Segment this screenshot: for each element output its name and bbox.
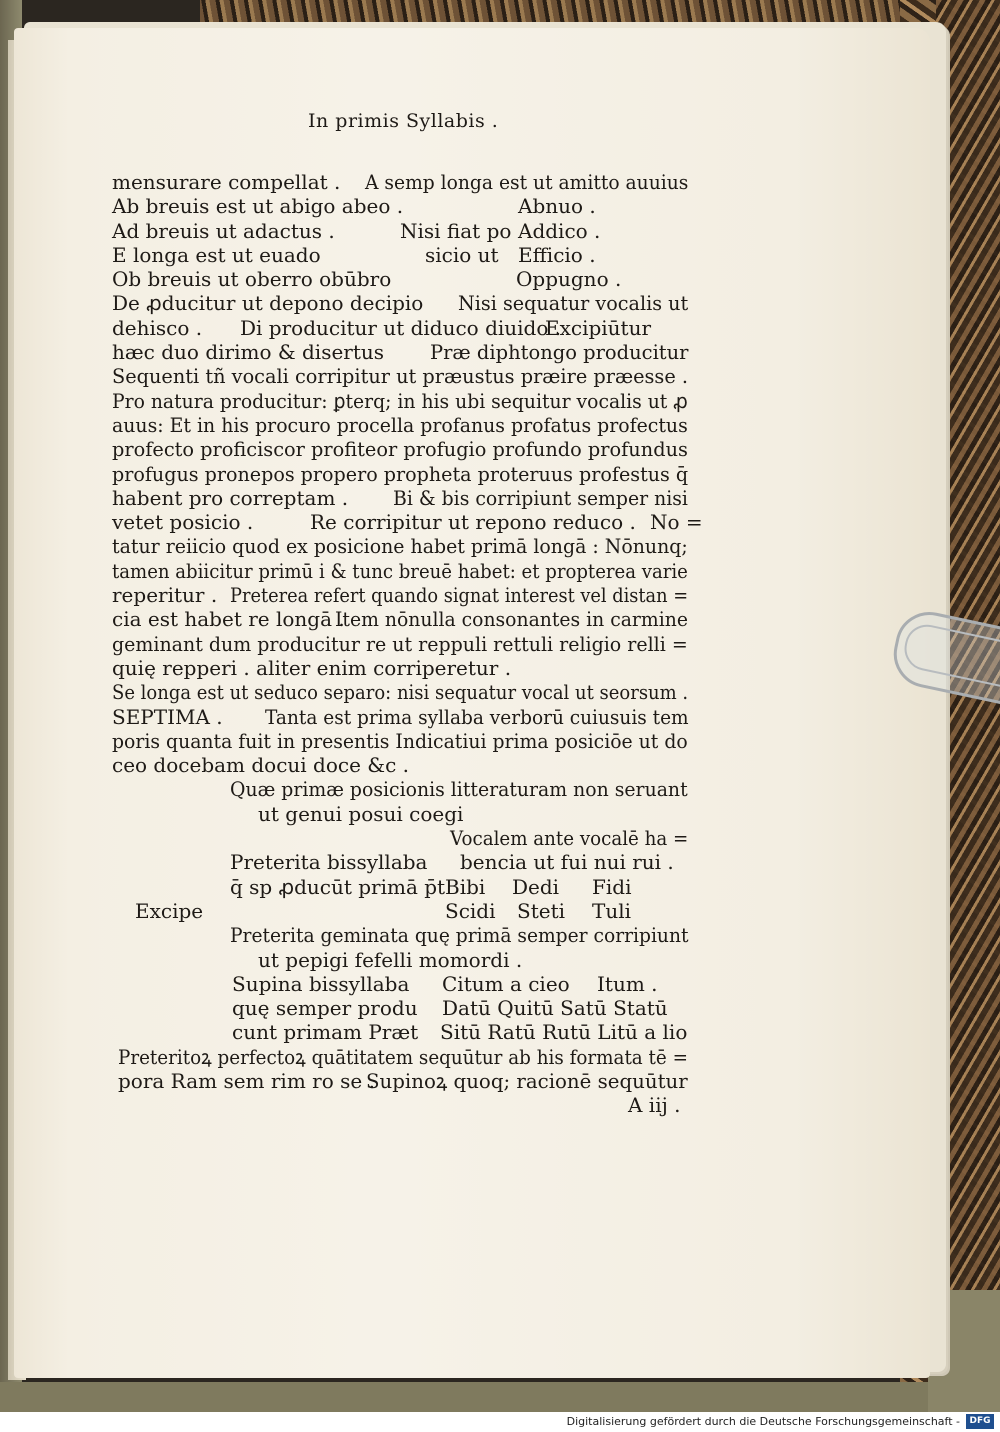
text-line [0,389,900,413]
text-line [0,316,900,340]
text-segment: mensurare compellat . [112,170,341,194]
text-segment: poris quanta fuit in presentis Indicatiui prima posiciōe ut do [112,728,688,753]
text-segment: Fidi [592,874,632,899]
text-segment: profecto proficiscor profiteor profugio profundo profundus [112,437,688,462]
text-segment: hæc duo dirimo & disertus [112,340,385,365]
text-line [0,753,900,777]
text-segment: Itum . [597,971,658,996]
text-segment: E longa est ut euado [112,242,321,267]
text-line [0,948,900,972]
text-line [0,875,900,899]
text-segment: Ab breuis est ut abigo abeo . [112,194,404,219]
text-segment: Steti [517,898,566,923]
text-segment: profugus pronepos propero propheta proteruus profestus q̄ [112,461,689,486]
page-body-text [0,170,900,1118]
text-segment: Abnuo . [518,194,596,219]
text-line [0,243,900,267]
text-segment: Præ diphtongo producitur [430,340,689,365]
text-segment: Ad breuis ut adactus . [112,218,335,243]
text-segment: Di producitur ut diduco diuido . [240,315,562,340]
text-segment: Nisi sequatur vocalis ut [458,291,689,316]
text-segment: Preterea refert quando signat interest vel distan = [230,583,689,608]
text-segment: Sequenti tñ vocali corripitur ut præustus præire præesse . [112,364,689,389]
text-segment: Scidi [445,898,496,923]
text-segment: tamen abiicitur primū i & tunc breuē habet: et propterea varie [112,558,688,583]
text-line [0,170,900,194]
text-segment: reperitur . [112,583,218,608]
text-segment: auus: Et in his procuro procella profanus profatus profectus [112,412,688,437]
text-segment: Bibi [445,874,486,899]
text-segment: Re corripitur ut repono reduco . [310,510,636,535]
text-line [0,486,900,510]
text-line [0,1045,900,1069]
text-segment: Addico . [518,218,601,243]
text-line [0,1093,900,1117]
text-segment: quię repperi . aliter enim corriperetur . [112,655,512,680]
text-segment: q̄ sp ꝓducūt primā p̄t [230,874,446,899]
text-segment: geminant dum producitur re ut reppuli rettuli religio relli = [112,631,688,656]
text-line [0,340,900,364]
text-segment: cunt primam Præt [232,1020,419,1045]
text-segment: sicio ut [425,242,499,267]
text-segment: Supinoꝝ quoq; racionē sequūtur [366,1068,688,1093]
text-line [0,680,900,704]
text-line [0,510,900,534]
text-segment: Ob breuis ut oberro obūbro [112,267,392,292]
text-segment: No = [650,510,703,535]
text-segment: SEPTIMA . [112,704,223,729]
text-line [0,413,900,437]
text-segment: Quæ primæ posicionis litteraturam non seruant [230,777,688,802]
text-line [0,923,900,947]
text-line [0,462,900,486]
text-line [0,802,900,826]
text-line [0,850,900,874]
text-line [0,583,900,607]
footer-credit: Digitalisierung gefördert durch die Deutsche Forschungsgemeinschaft - [566,1415,960,1428]
text-segment: Preterita geminata quę primā semper corripiunt [230,923,689,948]
text-segment: Sitū Ratū Rutū Litū a lio [440,1020,688,1045]
text-segment: quę semper produ [232,996,418,1021]
text-segment: Dedi [512,874,560,899]
text-segment: Preterita bissyllaba [230,850,428,875]
text-segment: De ꝓducitur ut depono decipio [112,291,424,316]
text-line [0,777,900,801]
text-line [0,437,900,461]
text-line [0,729,900,753]
text-segment: Tuli [592,898,632,923]
text-segment: Preteritoꝝ perfectoꝝ quātitatem sequūtur ab his formata tē = [118,1044,688,1069]
text-segment: bencia ut fui nui rui . [460,850,674,875]
text-line [0,1069,900,1093]
text-segment: cia est habet re longā . [112,607,345,632]
text-segment: Excipiūtur [545,315,652,340]
text-segment: Item nōnulla consonantes in carmine [335,607,688,632]
text-line [0,826,900,850]
text-segment: dehisco . [112,315,203,340]
text-segment: Excipe [135,898,204,923]
text-segment: Se longa est ut seduco separo: nisi sequatur vocal ut seorsum . [112,680,689,705]
text-line [0,996,900,1020]
text-line [0,1020,900,1044]
text-segment: ut genui posui coegi [258,801,464,826]
text-line [0,607,900,631]
text-segment: Bi & bis corripiunt semper nisi [393,485,688,510]
text-line [0,656,900,680]
text-segment: Vocalem ante vocalē ha = [450,826,689,851]
dfg-logo: DFG [966,1414,994,1429]
text-segment: A iij . [628,1093,681,1118]
text-line [0,291,900,315]
text-segment: ut pepigi fefelli momordi . [258,947,523,972]
text-line [0,632,900,656]
text-line [0,194,900,218]
text-line [0,899,900,923]
text-segment: Pro natura producitur: ꝑterq; in his ubi sequitur vocalis ut ꝓ [112,388,688,413]
text-line [0,534,900,558]
text-line [0,364,900,388]
binding-cloth-bottom [0,1382,960,1412]
text-line [0,972,900,996]
text-segment: vetet posicio . [112,510,254,535]
text-segment: pora Ram sem rim ro se . [118,1068,375,1093]
text-segment: habent pro correptam . [112,485,349,510]
text-segment: Supina bissyllaba [232,971,410,996]
text-line [0,705,900,729]
text-segment: ceo docebam docui doce &c . [112,753,410,778]
text-segment: A semp longa est ut amitto auuius [365,170,689,194]
text-line [0,219,900,243]
text-line [0,267,900,291]
text-segment: Tanta est prima syllaba verborū cuiusuis tem [265,704,689,729]
running-head: In primis Syllabis . [308,110,499,132]
text-segment: Nisi fiat po [400,218,512,243]
text-segment: tatur reiicio quod ex posicione habet primā longā : Nōnunq; [112,534,688,559]
text-segment: Oppugno . [516,267,622,292]
text-segment: Citum a cieo [442,971,570,996]
text-segment: Datū Quitū Satū Statū [442,996,668,1021]
text-line [0,559,900,583]
text-segment: Efficio . [518,242,596,267]
